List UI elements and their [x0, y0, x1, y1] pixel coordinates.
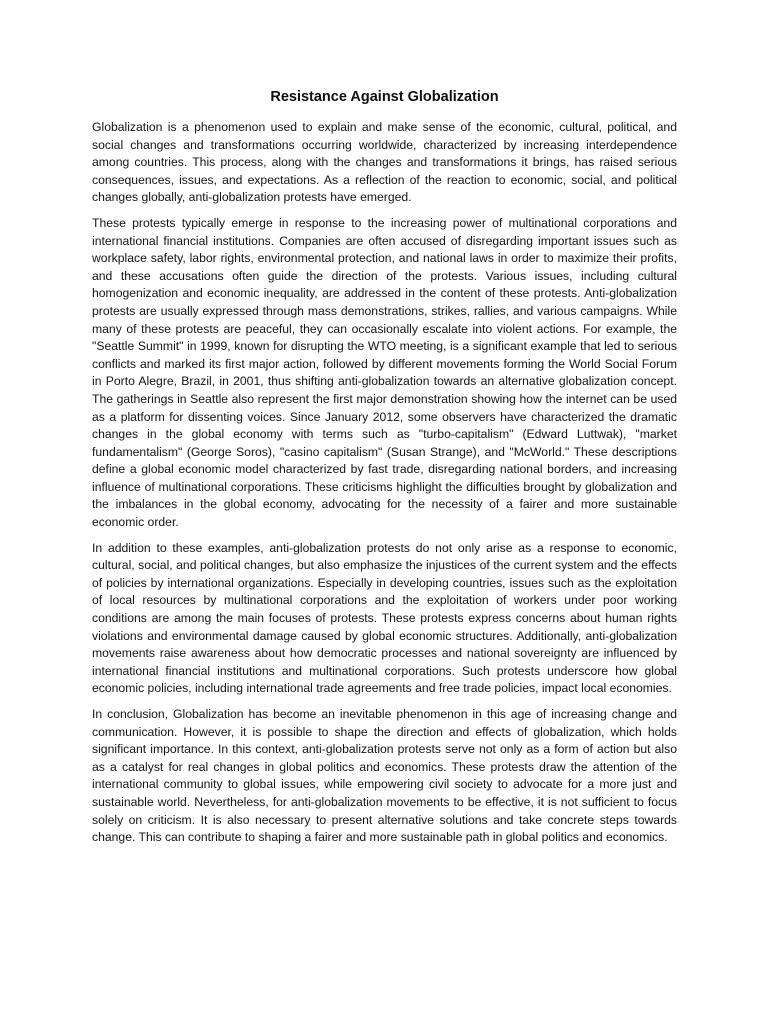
paragraph-introduction: Globalization is a phenomenon used to explain and make sense of the economic, cultural, political, and social changes and transformations occurring worldwide, characterized by increasing interdependence among countries. This process, along with the changes and transformations it brings, has raised serious consequences, issues, and expectations. As a reflection of the reaction to economic, social, and political changes globally, anti-globalization protests have emerged. — [92, 120, 677, 205]
paragraph-conclusion: In conclusion, Globalization has become an inevitable phenomenon in this age of increasing change and communication. However, it is possible to shape the direction and effects of globalization, which holds significant importance. In this context, anti-globalization protests serve not only as a form of action but also as a catalyst for real changes in global politics and economics. These protests draw the attention of the international community to global issues, while empowering civil society to advocate for a more just and sustainable world. Nevertheless, for anti-globalization movements to be effective, it is not sufficient to focus solely on criticism. It is also necessary to present alternative solutions and take concrete steps towards change. This can contribute to shaping a fairer and more sustainable path in global politics and economics. — [92, 707, 677, 845]
document-body — [92, 86, 677, 855]
paragraph-protests-origins: These protests typically emerge in response to the increasing power of multinational corporations and international financial institutions. Companies are often accused of disregarding important issues such as workplace safety, labor rights, environmental protection, and national laws in order to maximize their profits, and these accusations often guide the direction of the protests. Various issues, including cultural homogenization and economic inequality, are addressed in the content of these protests. Anti-globalization protests are usually expressed through mass demonstrations, strikes, rallies, and various campaigns. While many of these protests are peaceful, they can occasionally escalate into violent actions. For example, the "Seattle Summit" in 1999, known for disrupting the WTO meeting, is a significant example that led to serious conflicts and marked its first major action, followed by different movements forming the World Social Forum in Porto Alegre, Brazil, in 2001, thus shifting anti-globalization towards an alternative globalization concept. The gatherings in Seattle also represent the first major demonstration showing how the internet can be used as a platform for dissenting voices. Since January 2012, some observers have characterized the dramatic changes in the global economy with terms such as "turbo-capitalism" (Edward Luttwak), "market fundamentalism" (George Soros), "casino capitalism" (Susan Strange), and "McWorld." These descriptions define a global economic model characterized by fast trade, disregarding national borders, and increasing influence of multinational corporations. These criticisms highlight the difficulties brought by globalization and the imbalances in the global economy, advocating for the necessity of a fairer and more sustainable economic order. — [92, 215, 677, 530]
paragraph-injustices: In addition to these examples, anti-globalization protests do not only arise as a response to economic, cultural, social, and political changes, but also emphasize the injustices of the current system and the effects of policies by international organizations. Especially in developing countries, issues such as the exploitation of local resources by multinational corporations and the exploitation of workers under poor working conditions are among the main focuses of protests. These protests express concerns about human rights violations and environmental damage caused by global economic structures. Additionally, anti-globalization movements raise awareness about how democratic processes and national sovereignty are influenced by international financial institutions and multinational corporations. Such protests underscore how global economic policies, including international trade agreements and free trade policies, impact local economies. — [92, 540, 677, 696]
document-title: Resistance Against Globalization — [270, 89, 499, 105]
